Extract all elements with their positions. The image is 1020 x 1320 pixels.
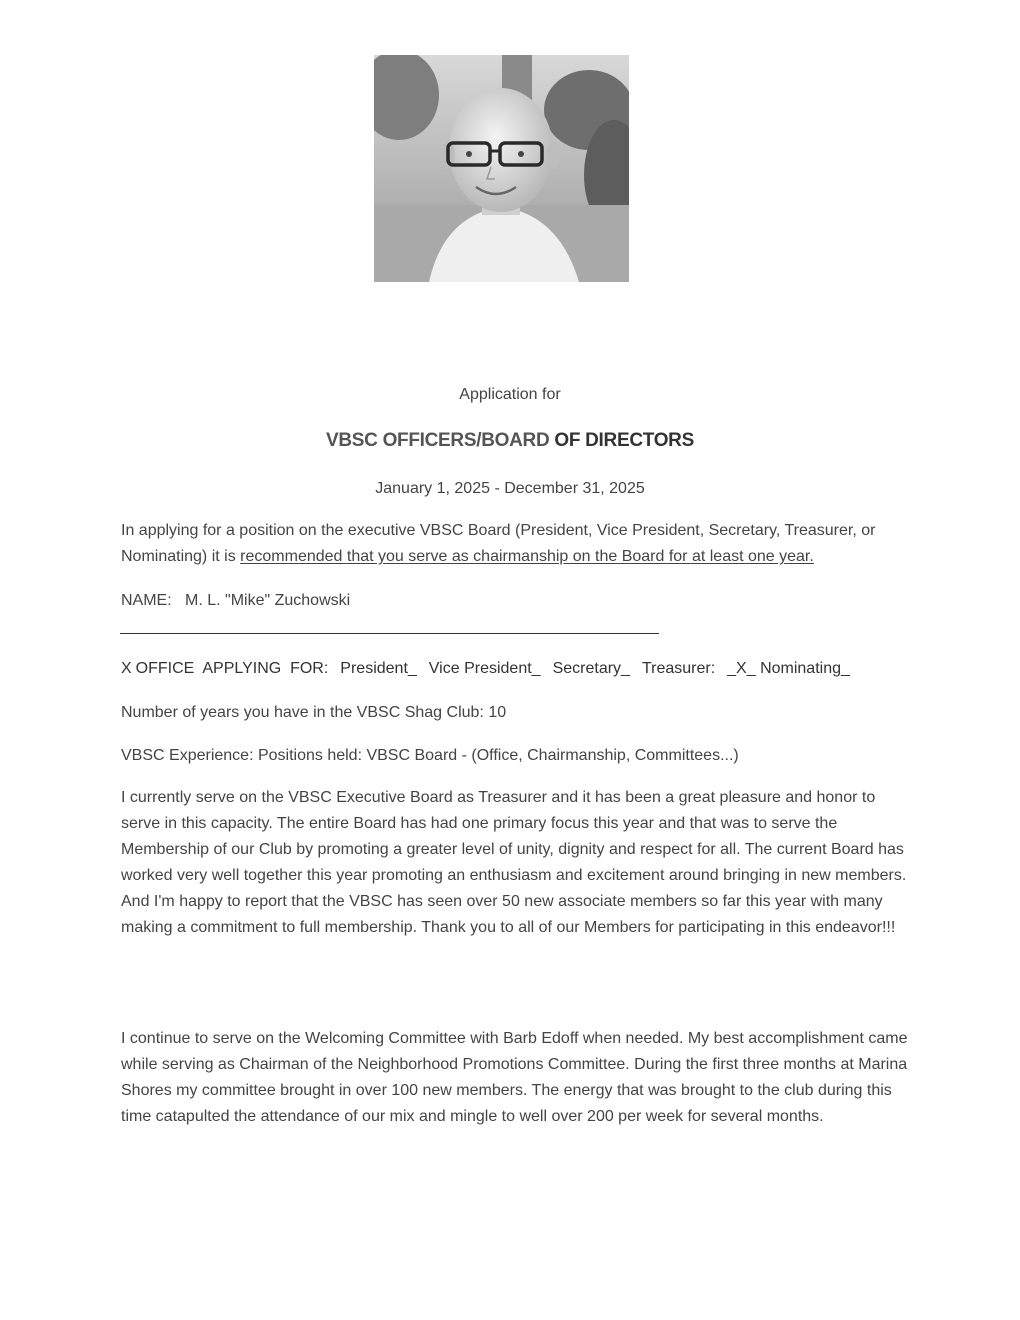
intro-text: In applying for a position on the executive VBSC Board (President, Vice President, Secretary, Treasurer, or Nominating) it is <box>121 522 876 565</box>
term-dates: January 1, 2025 - December 31, 2025 <box>375 480 645 497</box>
applicant-photo <box>374 55 629 282</box>
name-underline <box>120 633 659 634</box>
experience-paragraph-2: I continue to serve on the Welcoming Committee with Barb Edoff when needed. My best accomplishment came while serving as Chairman of the Neighborhood Promotions Committee. During the first three months at Marina Shores my committee brought in over 100 new members. The energy that was brought to the club during this time catapulted the attendance of our mix and mingle to well over 200 per week for several months. <box>121 1030 908 1125</box>
experience-paragraph-1: I currently serve on the VBSC Executive Board as Treasurer and it has been a great pleasure and honor to serve in this capacity. The entire Board has had one primary focus this year and that was to serve the Membership of our Club by promoting a greater level of unity, dignity and respect for all. The current Board has worked very well together this year promoting an enthusiasm and excitement around bringing in new members. And I'm happy to report that the VBSC has seen over 50 new associate members so far this year with many making a commitment to full membership. Thank you to all of our Members for participating in this endeavor!!! <box>121 789 907 936</box>
office-option-nominating: _X_ Nominating_ <box>727 660 850 677</box>
office-option-secretary: Secretary_ <box>552 660 630 677</box>
application-for-heading: Application for <box>459 386 561 403</box>
office-marker: X <box>121 660 132 677</box>
years-row <box>121 700 911 726</box>
office-applying-row <box>121 658 862 680</box>
years-value: 10 <box>488 704 507 721</box>
intro-paragraph <box>121 518 911 570</box>
office-option-treasurer: Treasurer: <box>641 660 716 677</box>
page-title <box>0 430 1020 452</box>
title-part1: VBSC OFFICERS/BOARD <box>326 430 550 451</box>
intro-recommendation: recommended that you serve as chairmanship on the Board for at least one year. <box>240 548 814 565</box>
name-row <box>121 588 911 614</box>
name-value: M. L. "Mike" Zuchowski <box>185 592 351 609</box>
years-label: Number of years you have in the VBSC Shag Club: <box>121 704 484 721</box>
title-part2: OF DIRECTORS <box>554 430 694 451</box>
office-option-vice-president: Vice President_ <box>428 660 541 677</box>
name-label: NAME: <box>121 592 172 609</box>
office-option-president: President_ <box>340 660 417 677</box>
office-label: OFFICE APPLYING FOR: <box>135 660 329 677</box>
experience-row: VBSC Experience: Positions held: VBSC Board - (Office, Chairmanship, Committees...) <box>121 747 739 764</box>
